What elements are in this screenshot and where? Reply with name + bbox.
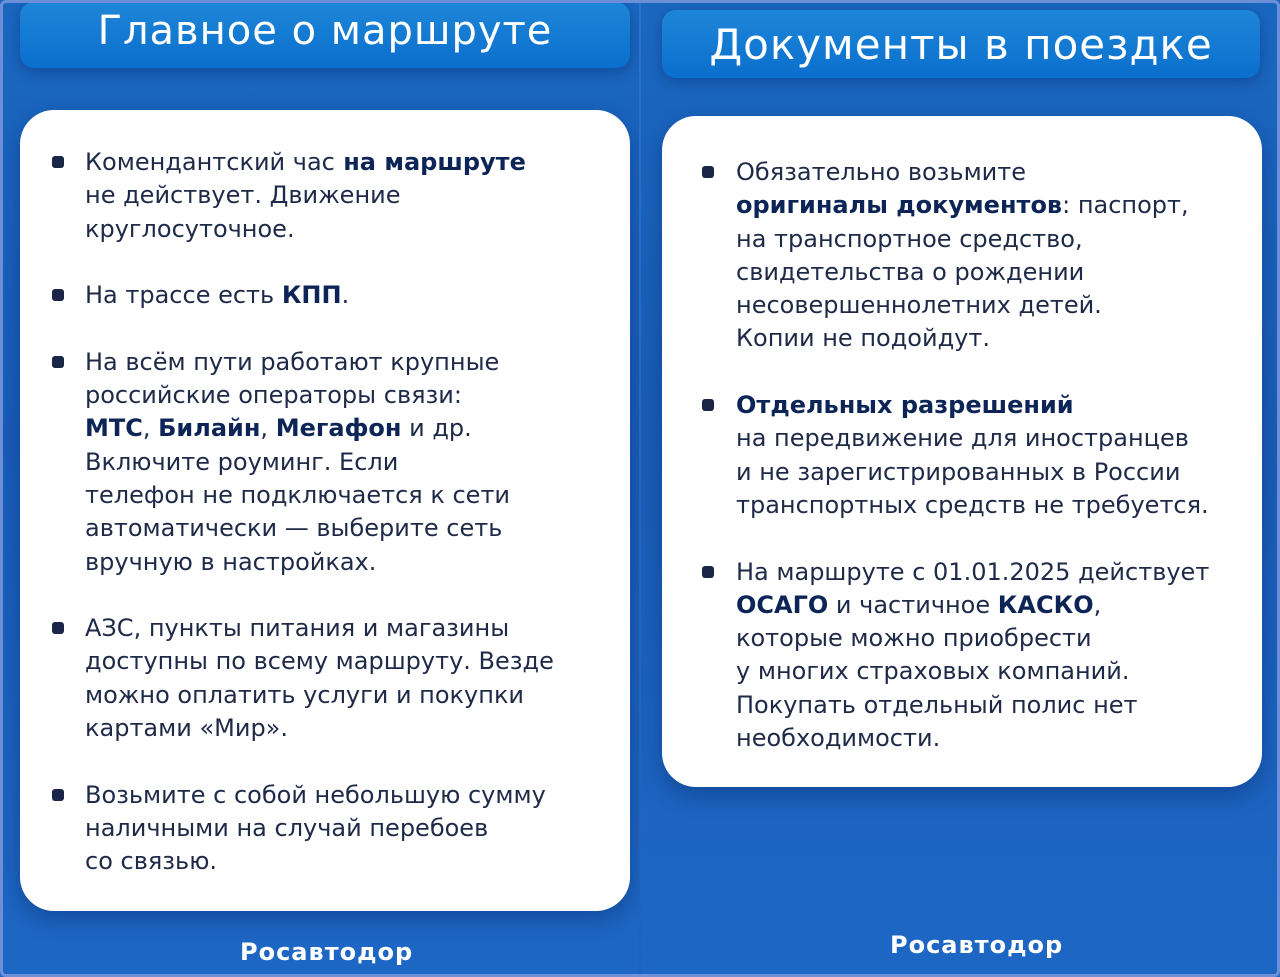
text-segment: и др. xyxy=(401,414,472,443)
bullet-icon xyxy=(52,156,64,168)
text-line xyxy=(736,689,1252,722)
text-segment: доступны по всему маршруту. Везде xyxy=(85,647,554,676)
text-line xyxy=(85,779,610,812)
route-title-banner xyxy=(20,2,630,68)
text-line xyxy=(736,622,1252,655)
text-line xyxy=(736,389,1252,422)
text-segment: : паспорт, xyxy=(1062,191,1189,220)
text-segment: , xyxy=(142,414,159,443)
text-segment: наличными на случай перебоев xyxy=(85,813,489,842)
text-segment: Комендантский час xyxy=(85,148,335,176)
text-line xyxy=(85,179,610,212)
text-line xyxy=(736,322,1252,355)
text-line xyxy=(85,412,610,445)
text-segment: картами «Мир». xyxy=(85,714,288,743)
bold-text: на маршруте xyxy=(334,148,526,176)
text-segment: на транспортное средство, xyxy=(736,224,1083,253)
text-segment: Покупать отдельный полис нет xyxy=(736,690,1138,719)
text-line xyxy=(85,213,610,246)
text-segment: со связью. xyxy=(85,847,218,876)
text-line xyxy=(736,256,1252,289)
bold-text: КПП xyxy=(281,281,342,310)
rosavtodor-footer-right: Росавтодор xyxy=(890,931,1064,959)
bullet-icon xyxy=(702,566,714,578)
bullet-icon xyxy=(52,356,64,368)
text-line xyxy=(85,346,610,379)
text-segment: не действует. Движение xyxy=(85,181,401,210)
text-segment: телефон не подключается к сети xyxy=(85,480,511,509)
text-segment: и частичное xyxy=(828,590,998,619)
bullet-icon xyxy=(52,289,64,301)
text-line xyxy=(736,289,1252,322)
route-info-list xyxy=(50,146,610,879)
text-segment: вручную в настройках. xyxy=(85,547,377,576)
bold-text: Мегафон xyxy=(275,414,402,443)
text-segment: свидетельства о рождении xyxy=(736,257,1085,286)
text-segment: необходимости. xyxy=(736,724,941,753)
text-segment: автоматически — выберите сеть xyxy=(85,514,503,543)
text-line xyxy=(85,845,610,878)
bold-text: Билайн xyxy=(158,414,261,443)
text-line xyxy=(736,422,1252,455)
route-title: Главное о маршруте xyxy=(97,8,553,54)
text-line xyxy=(736,655,1252,688)
text-segment: транспортных средств не требуется. xyxy=(736,490,1209,519)
text-segment: у многих страховых компаний. xyxy=(736,657,1130,686)
text-segment: Копии не подойдут. xyxy=(736,324,990,353)
bullet-icon xyxy=(702,399,714,411)
bullet-item xyxy=(700,156,1252,356)
documents-title: Документы в поездке xyxy=(709,19,1213,69)
text-segment: и не зарегистрированных в России xyxy=(736,457,1181,486)
text-line xyxy=(85,446,610,479)
bullet-icon xyxy=(702,166,714,178)
bullet-item xyxy=(50,779,610,879)
text-segment: На всём пути работают крупные xyxy=(85,347,500,376)
text-line xyxy=(736,589,1252,622)
bullet-item xyxy=(700,556,1252,756)
text-line xyxy=(85,612,610,645)
text-line xyxy=(85,812,610,845)
text-segment: круглосуточное. xyxy=(85,214,295,243)
route-info-card xyxy=(20,110,630,911)
bullet-icon xyxy=(52,622,64,634)
text-line xyxy=(736,722,1252,755)
documents-info-card xyxy=(662,116,1262,787)
text-line xyxy=(85,546,610,579)
bold-text: Отдельных разрешений xyxy=(736,391,1074,420)
bullet-item xyxy=(700,389,1252,522)
text-line xyxy=(85,379,610,412)
text-segment: , xyxy=(1093,590,1102,619)
text-segment: можно оплатить услуги и покупки xyxy=(85,680,525,709)
text-line xyxy=(736,456,1252,489)
bullet-item xyxy=(50,279,610,312)
text-line xyxy=(736,223,1252,256)
text-line xyxy=(85,479,610,512)
text-segment: , xyxy=(260,414,276,443)
bullet-item xyxy=(50,346,610,579)
text-line xyxy=(85,512,610,545)
text-segment: несовершеннолетних детей. xyxy=(736,291,1102,320)
text-line xyxy=(736,489,1252,522)
bullet-item xyxy=(50,146,610,246)
rosavtodor-footer-left: Росавтодор xyxy=(240,938,414,966)
bullet-icon xyxy=(52,789,64,801)
documents-info-list xyxy=(700,156,1252,755)
right-panel xyxy=(640,0,1280,977)
text-segment: Обязательно возьмите xyxy=(736,158,1027,186)
text-line xyxy=(85,712,610,745)
text-segment: Включите роуминг. Если xyxy=(85,447,399,476)
text-segment: . xyxy=(341,281,350,310)
bold-text: КАСКО xyxy=(997,590,1094,619)
text-segment: На маршруте с 01.01.2025 действует xyxy=(736,557,1210,586)
text-segment: российские операторы связи: xyxy=(85,381,462,410)
documents-title-banner xyxy=(662,10,1260,78)
bold-text: ОСАГО xyxy=(736,590,829,619)
text-segment: Возьмите с собой небольшую сумму xyxy=(85,780,546,809)
text-line xyxy=(85,146,610,179)
text-segment: на передвижение для иностранцев xyxy=(736,424,1189,453)
text-line xyxy=(736,156,1252,189)
text-segment: которые можно приобрести xyxy=(736,624,1092,653)
text-line xyxy=(85,279,610,312)
text-line xyxy=(85,679,610,712)
text-segment: АЗС, пункты питания и магазины xyxy=(85,614,510,643)
bold-text: оригиналы документов xyxy=(736,191,1063,220)
text-segment: На трассе есть xyxy=(85,281,282,310)
text-line xyxy=(736,556,1252,589)
bold-text: МТС xyxy=(85,414,143,443)
bullet-item xyxy=(50,612,610,745)
text-line xyxy=(736,189,1252,222)
text-line xyxy=(85,645,610,678)
